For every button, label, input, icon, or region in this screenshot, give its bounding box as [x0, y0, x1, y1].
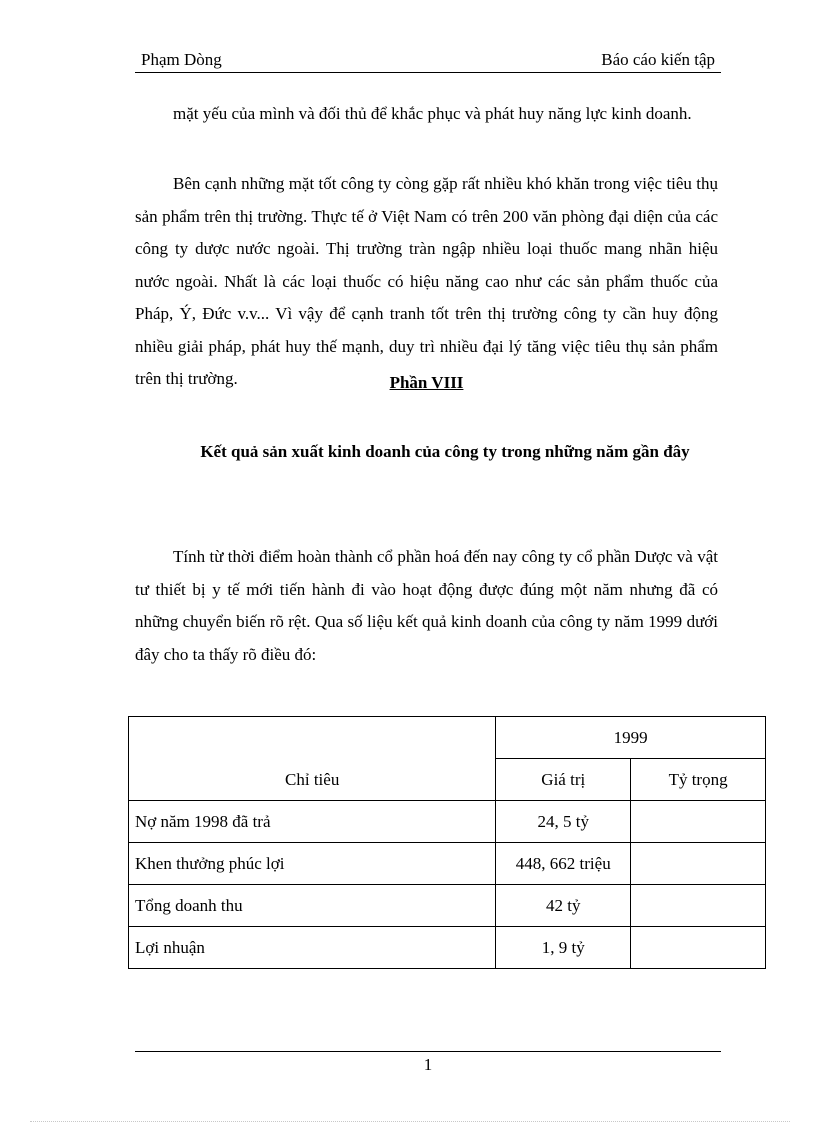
row-ratio — [631, 843, 766, 885]
header-ratio: Tỷ trọng — [631, 759, 766, 801]
header-author: Phạm Dòng — [141, 50, 222, 69]
table-header-row-1 — [129, 717, 766, 759]
row-value: 42 tỷ — [496, 885, 631, 927]
row-value: 24, 5 tỷ — [496, 801, 631, 843]
row-ratio — [631, 885, 766, 927]
header-value: Giá trị — [496, 759, 631, 801]
table-row — [129, 885, 766, 927]
row-indicator: Nợ năm 1998 đã trả — [129, 801, 496, 843]
paragraph-1 — [135, 98, 718, 131]
header-year: 1999 — [496, 717, 766, 759]
table-row — [129, 843, 766, 885]
row-ratio — [631, 927, 766, 969]
row-value: 1, 9 tỷ — [496, 927, 631, 969]
row-ratio — [631, 801, 766, 843]
header-indicator: Chỉ tiêu — [129, 717, 496, 801]
row-indicator: Lợi nhuận — [129, 927, 496, 969]
paragraph-1-text: mặt yếu của mình và đối thủ để khắc phục và phát huy năng lực kinh doanh. — [173, 104, 692, 123]
header-report-title: Báo cáo kiến tập — [601, 50, 715, 69]
row-value: 448, 662 triệu — [496, 843, 631, 885]
row-indicator: Khen thưởng phúc lợi — [129, 843, 496, 885]
paragraph-2-text: Bên cạnh những mặt tốt công ty còng gặp rất nhiều khó khăn trong việc tiêu thụ sản phẩm trên thị trường. Thực tế ở Việt Nam có trên 200 văn phòng đại diện của các công ty dược nước ngoài. Thị trường tràn ngập nhiều loại thuốc mang nhãn hiệu nước ngoài. Nhất là các loại thuốc có hiệu năng cao như các sản phẩm thuốc của Pháp, Ý, Đức v.v... Vì vậy để cạnh tranh tốt trên thị trường công ty cần huy động nhiều giải pháp, phát huy thế mạnh, duy trì nhiều đại lý tăng việc tiêu thụ sản phẩm trên thị trường. — [135, 174, 718, 388]
table-row — [129, 927, 766, 969]
page-bottom-divider — [30, 1121, 790, 1122]
paragraph-2 — [135, 168, 718, 396]
table-row — [129, 801, 766, 843]
section-subtitle: Kết quả sản xuất kinh doanh của công ty trong những năm gần đây — [200, 442, 690, 461]
row-indicator: Tổng doanh thu — [129, 885, 496, 927]
results-table — [128, 716, 766, 969]
page-header — [135, 48, 721, 73]
paragraph-3 — [135, 541, 718, 671]
page-number: 1 — [423, 1055, 433, 1074]
page-footer — [135, 1051, 721, 1075]
section-title: Phần VIII — [389, 373, 464, 392]
paragraph-3-text: Tính từ thời điểm hoàn thành cổ phần hoá đến nay công ty cổ phần Dược và vật tư thiết bị y tế mới tiến hành đi vào hoạt động được đúng một năm nhưng đã có những chuyển biến rõ rệt. Qua số liệu kết quả kinh doanh của công ty năm 1999 dưới đây cho ta thấy rõ điều đó: — [135, 547, 718, 664]
